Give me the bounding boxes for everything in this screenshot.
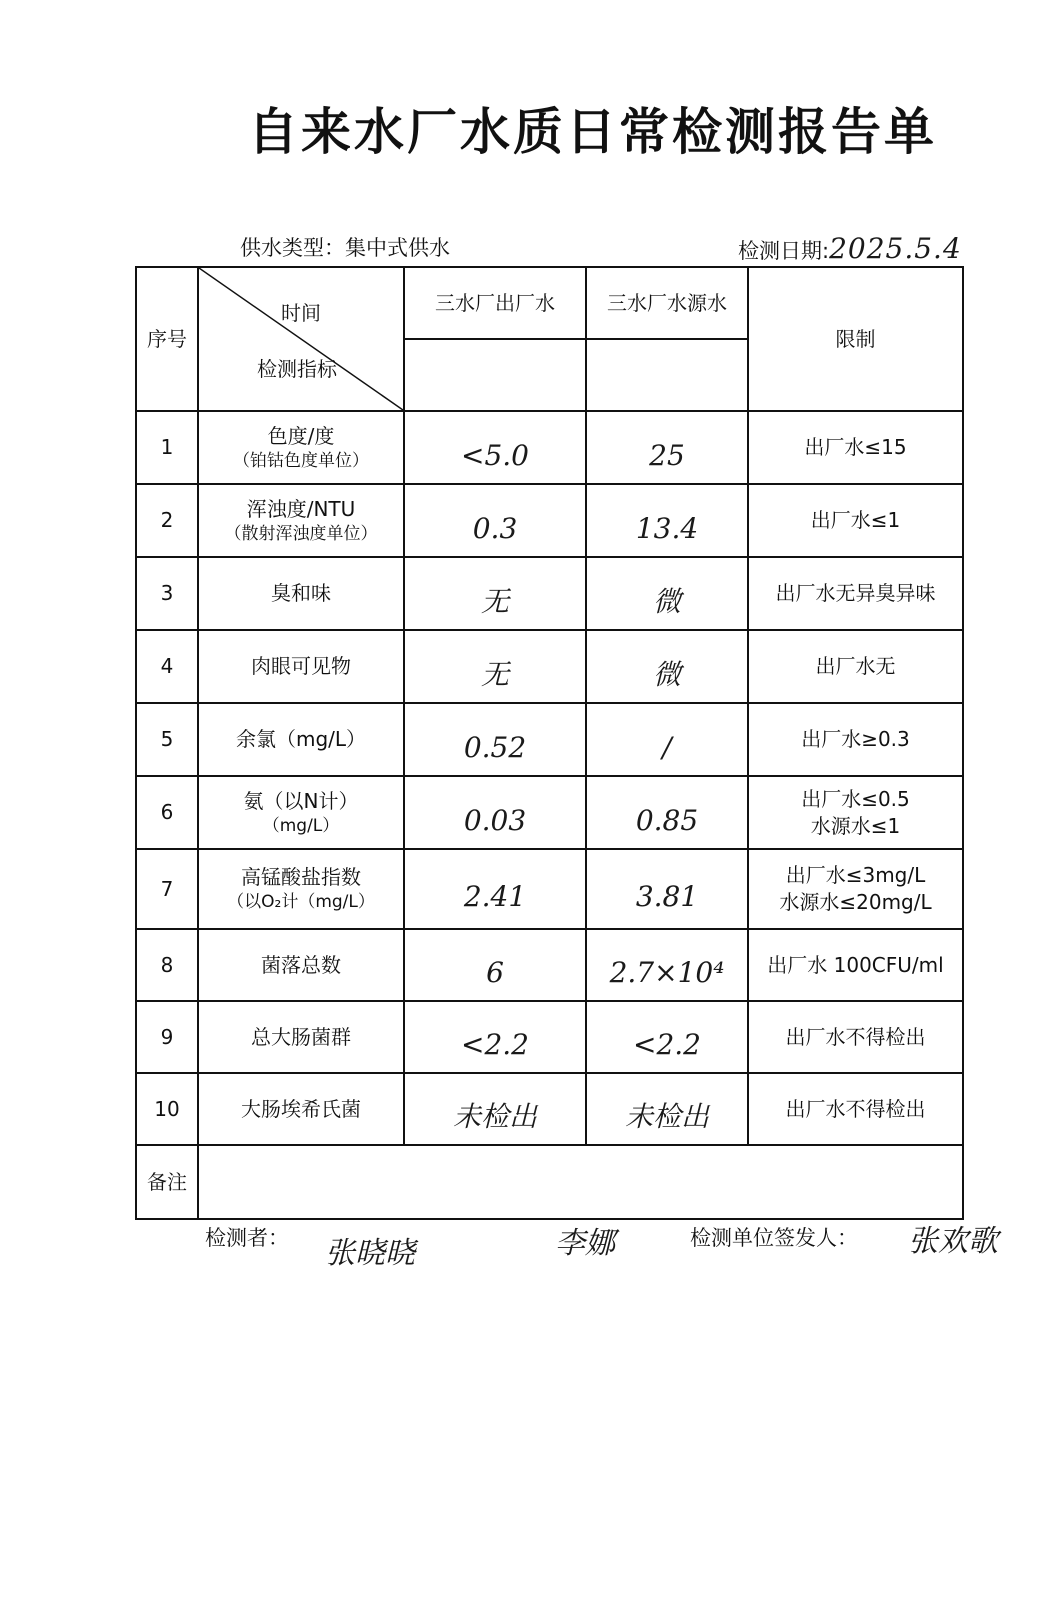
value-outlet: 6 [486, 956, 504, 990]
limit-line-1: 出厂水≤3mg/L [785, 863, 926, 887]
row-value-source [586, 1073, 748, 1145]
value-source: 25 [649, 438, 685, 472]
row-indicator [198, 484, 404, 557]
test-date [738, 232, 962, 265]
value-outlet: 无 [480, 657, 509, 691]
row-value-outlet [404, 484, 586, 557]
indicator-name: 氨（以N计） [243, 788, 359, 813]
row-value-outlet [404, 630, 586, 703]
row-value-outlet [404, 776, 586, 849]
row-indicator [198, 411, 404, 484]
row-seq: 8 [136, 929, 198, 1001]
limit-line-2: 水源水≤1 [810, 813, 901, 838]
row-seq: 10 [136, 1073, 198, 1145]
value-source: 未检出 [624, 1100, 709, 1134]
row-indicator [198, 929, 404, 1001]
value-outlet: 无 [480, 584, 509, 618]
col-b-header: 三水厂水源水 [586, 267, 748, 339]
row-limit [748, 849, 963, 929]
row-limit: 出厂水无 [748, 630, 963, 703]
row-value-source [586, 849, 748, 929]
row-value-source [586, 1001, 748, 1073]
table-row [136, 1001, 963, 1073]
indicator-unit: （散射浑浊度单位） [224, 523, 378, 544]
remark-value [198, 1145, 963, 1219]
table-row [136, 630, 963, 703]
remark-label: 备注 [136, 1145, 198, 1219]
row-value-outlet [404, 411, 586, 484]
table-row [136, 776, 963, 849]
row-value-source [586, 929, 748, 1001]
table-row [136, 929, 963, 1001]
remark-row [136, 1145, 963, 1219]
row-seq: 1 [136, 411, 198, 484]
row-indicator [198, 849, 404, 929]
indicator-name: 高锰酸盐指数 [241, 865, 361, 890]
row-value-outlet [404, 849, 586, 929]
tester-signature-2: 李娜 [555, 1226, 615, 1261]
value-outlet: 0.3 [472, 511, 518, 545]
indicator-name: 臭和味 [271, 581, 331, 605]
diag-indicator-label: 检测指标 [257, 357, 337, 381]
value-outlet: 0.03 [463, 803, 527, 837]
row-seq: 9 [136, 1001, 198, 1073]
value-source: / [662, 730, 672, 764]
row-limit [748, 776, 963, 849]
row-seq: 3 [136, 557, 198, 630]
tester-signature-1: 张晓晓 [325, 1236, 415, 1271]
tester-label: 检测者： [205, 1226, 289, 1250]
row-indicator [198, 703, 404, 776]
indicator-name: 色度/度 [267, 423, 335, 448]
row-indicator [198, 1001, 404, 1073]
table-row [136, 557, 963, 630]
row-limit: 出厂水无异臭异味 [748, 557, 963, 630]
row-limit: 出厂水不得检出 [748, 1073, 963, 1145]
seq-header: 序号 [136, 267, 198, 411]
value-outlet: 未检出 [452, 1100, 537, 1134]
value-source: 2.7×10⁴ [609, 956, 725, 990]
indicator-name: 总大肠菌群 [251, 1024, 351, 1049]
row-indicator [198, 776, 404, 849]
row-seq: 2 [136, 484, 198, 557]
col-b-subheader [586, 339, 748, 411]
row-value-source [586, 557, 748, 630]
indicator-unit: （mg/L） [262, 815, 340, 836]
value-outlet: <2.2 [461, 1028, 529, 1062]
diagonal-line [199, 268, 403, 410]
row-value-source [586, 630, 748, 703]
limit-line-1: 出厂水≤0.5 [801, 786, 910, 811]
row-value-outlet [404, 557, 586, 630]
col-limit-header: 限制 [748, 267, 963, 411]
indicator-unit: （以O₂计（mg/L） [227, 892, 375, 913]
limit-line-2: 水源水≤20mg/L [779, 890, 932, 914]
value-source: 3.81 [635, 880, 699, 914]
row-limit: 出厂水≤15 [748, 411, 963, 484]
value-source: 微 [652, 584, 681, 618]
table-row [136, 484, 963, 557]
indicator-name: 菌落总数 [261, 952, 341, 977]
row-value-source [586, 411, 748, 484]
row-limit: 出厂水≥0.3 [748, 703, 963, 776]
value-outlet: <5.0 [461, 438, 529, 472]
table-row [136, 1073, 963, 1145]
row-seq: 7 [136, 849, 198, 929]
row-seq: 6 [136, 776, 198, 849]
value-source: <2.2 [633, 1028, 701, 1062]
table-row [136, 703, 963, 776]
test-date-value: 2025.5.4 [829, 232, 962, 265]
row-limit: 出厂水≤1 [748, 484, 963, 557]
issuer-signature: 张欢歌 [908, 1224, 998, 1259]
col-a-header: 三水厂出厂水 [404, 267, 586, 339]
supply-type [240, 232, 450, 262]
supply-type-value: 集中式供水 [345, 236, 450, 260]
row-seq: 4 [136, 630, 198, 703]
diagonal-header [198, 267, 404, 411]
col-a-subheader [404, 339, 586, 411]
test-date-label: 检测日期: [738, 239, 830, 263]
value-outlet: 0.52 [463, 730, 527, 764]
table-row [136, 411, 963, 484]
value-source: 13.4 [635, 511, 699, 545]
report-title: 自来水厂水质日常检测报告单 [248, 103, 937, 161]
row-limit: 出厂水不得检出 [748, 1001, 963, 1073]
indicator-unit: （铂钴色度单位） [233, 450, 369, 471]
row-seq: 5 [136, 703, 198, 776]
row-indicator [198, 1073, 404, 1145]
diag-time-label: 时间 [281, 301, 321, 325]
indicator-name: 大肠埃希氏菌 [241, 1096, 361, 1121]
supply-type-label: 供水类型： [240, 236, 345, 260]
row-indicator [198, 557, 404, 630]
row-value-outlet [404, 929, 586, 1001]
row-value-outlet [404, 1073, 586, 1145]
report-table [135, 266, 964, 1220]
row-indicator [198, 630, 404, 703]
indicator-name: 肉眼可见物 [251, 654, 351, 678]
row-value-outlet [404, 1001, 586, 1073]
row-value-source [586, 776, 748, 849]
value-outlet: 2.41 [463, 880, 527, 914]
row-value-source [586, 703, 748, 776]
row-value-outlet [404, 703, 586, 776]
table-row [136, 849, 963, 929]
value-source: 0.85 [635, 803, 699, 837]
row-value-source [586, 484, 748, 557]
row-limit: 出厂水 100CFU/ml [748, 929, 963, 1001]
issuer-label: 检测单位签发人： [690, 1226, 858, 1250]
indicator-name: 浑浊度/NTU [246, 496, 356, 521]
value-source: 微 [652, 657, 681, 691]
indicator-name: 余氯（mg/L） [235, 727, 367, 751]
